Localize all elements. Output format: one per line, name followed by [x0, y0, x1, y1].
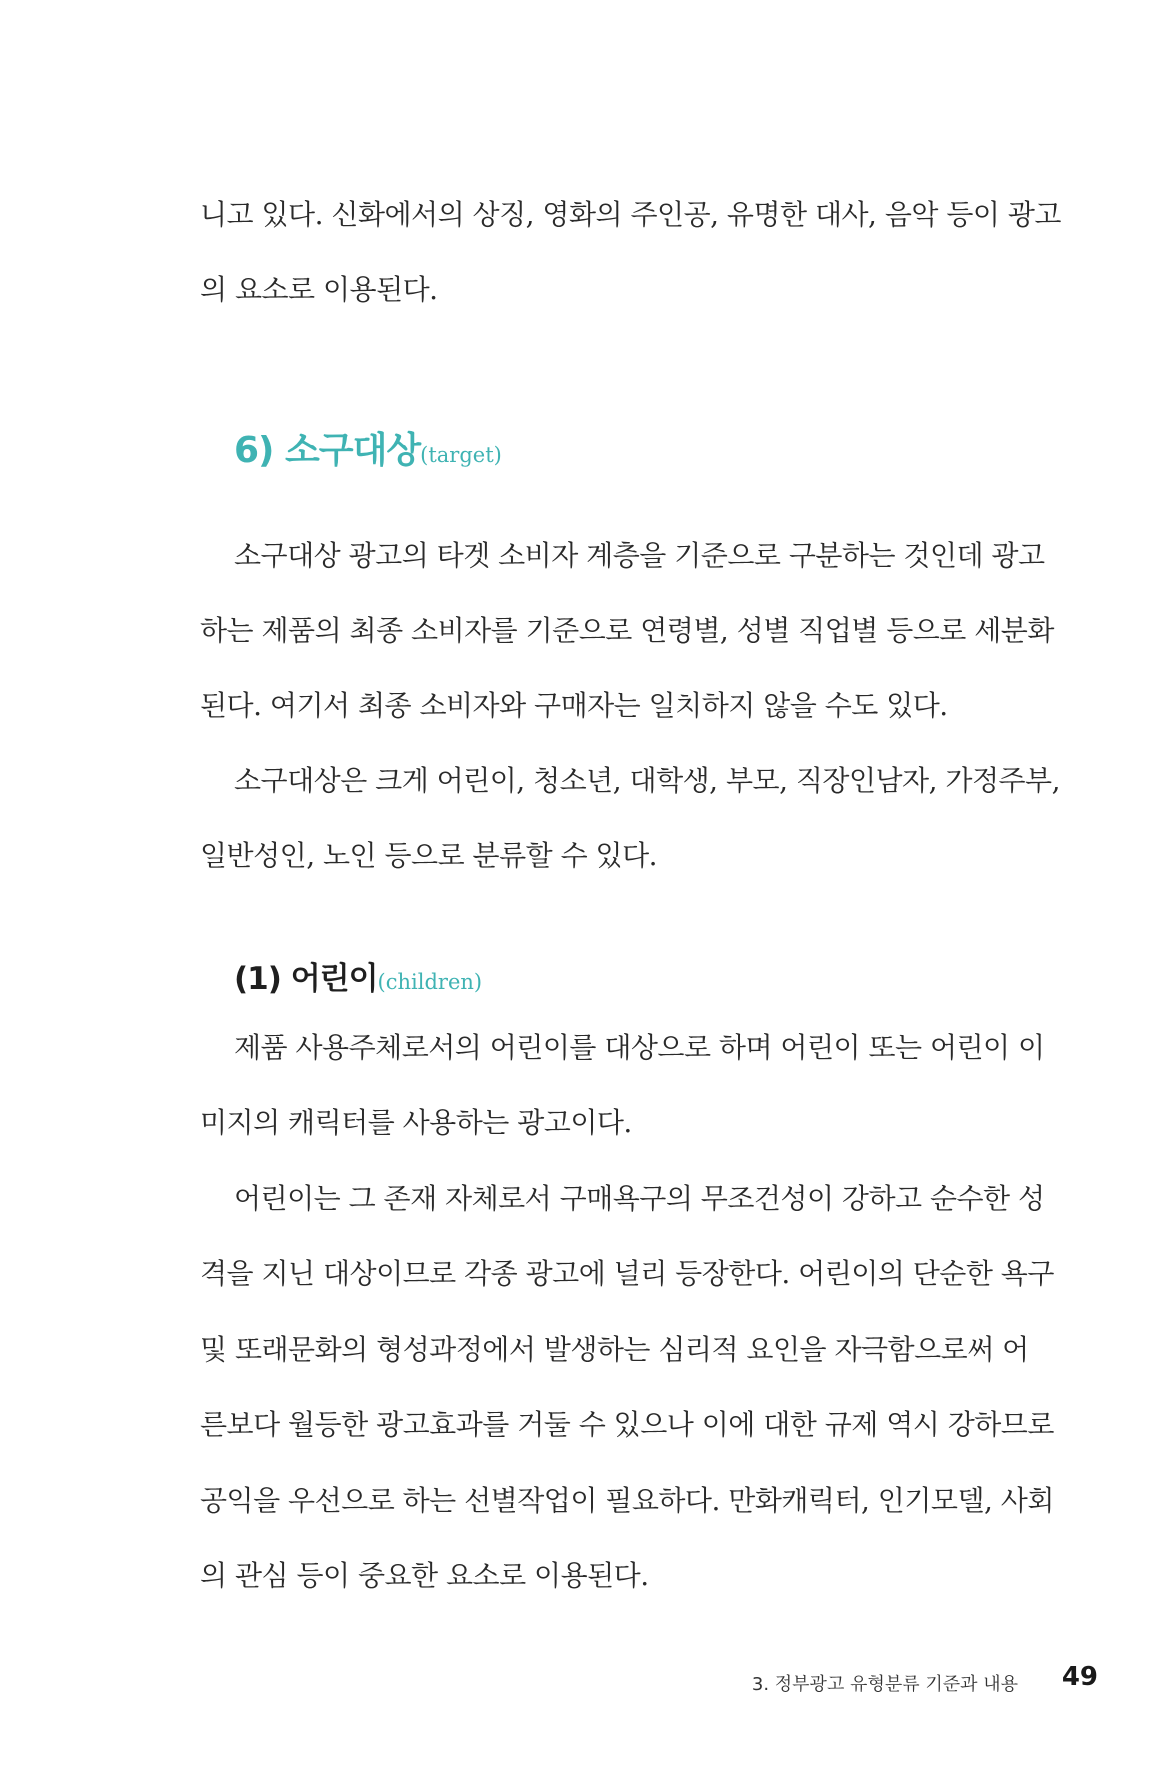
subsection-p1-line-1: 제품 사용주체로서의 어린이를 대상으로 하며 어린이 또는 어린이 이 [234, 1031, 1045, 1064]
section-p1-line-1: 소구대상 광고의 타겟 소비자 계층을 기준으로 구분하는 것인데 광고 [234, 539, 1045, 572]
intro-line-2: 의 요소로 이용된다. [200, 273, 438, 306]
subsection-p2-line-2: 격을 지닌 대상이므로 각종 광고에 널리 등장한다. 어린이의 단순한 욕구 [200, 1257, 1054, 1290]
footer-chapter-title: 3. 정부광고 유형분류 기준과 내용 [751, 1674, 1018, 1695]
section-heading-en: (target) [420, 443, 502, 467]
subsection-p2-line-5: 공익을 우선으로 하는 선별작업이 필요하다. 만화캐릭터, 인기모델, 사회 [200, 1484, 1054, 1517]
subsection-p2-line-4: 른보다 월등한 광고효과를 거둘 수 있으나 이에 대한 규제 역시 강하므로 [200, 1408, 1054, 1441]
section-p2-line-1: 소구대상은 크게 어린이, 청소년, 대학생, 부모, 직장인남자, 가정주부, [234, 764, 1061, 797]
subsection-p2-line-1: 어린이는 그 존재 자체로서 구매욕구의 무조건성이 강하고 순수한 성 [234, 1182, 1045, 1215]
section-p2-line-2: 일반성인, 노인 등으로 분류할 수 있다. [200, 839, 658, 872]
section-p1-line-2: 하는 제품의 최종 소비자를 기준으로 연령별, 성별 직업별 등으로 세분화 [200, 614, 1054, 647]
subsection-heading [234, 953, 482, 998]
page-number: 49 [1061, 1662, 1098, 1692]
subsection-heading-en: (children) [377, 970, 483, 994]
subsection-heading-text: (1) 어린이 [234, 961, 378, 997]
intro-line-1: 니고 있다. 신화에서의 상징, 영화의 주인공, 유명한 대사, 음악 등이 광고 [200, 198, 1061, 231]
subsection-p2-line-6: 의 관심 등이 중요한 요소로 이용된다. [200, 1559, 649, 1592]
subsection-p1-line-2: 미지의 캐릭터를 사용하는 광고이다. [200, 1106, 632, 1139]
section-p1-line-3: 된다. 여기서 최종 소비자와 구매자는 일치하지 않을 수도 있다. [200, 689, 948, 722]
section-heading [234, 422, 502, 473]
subsection-p2-line-3: 및 또래문화의 형성과정에서 발생하는 심리적 요인을 자극함으로써 어 [200, 1333, 1029, 1366]
section-heading-text: 6) 소구대상 [234, 430, 421, 471]
